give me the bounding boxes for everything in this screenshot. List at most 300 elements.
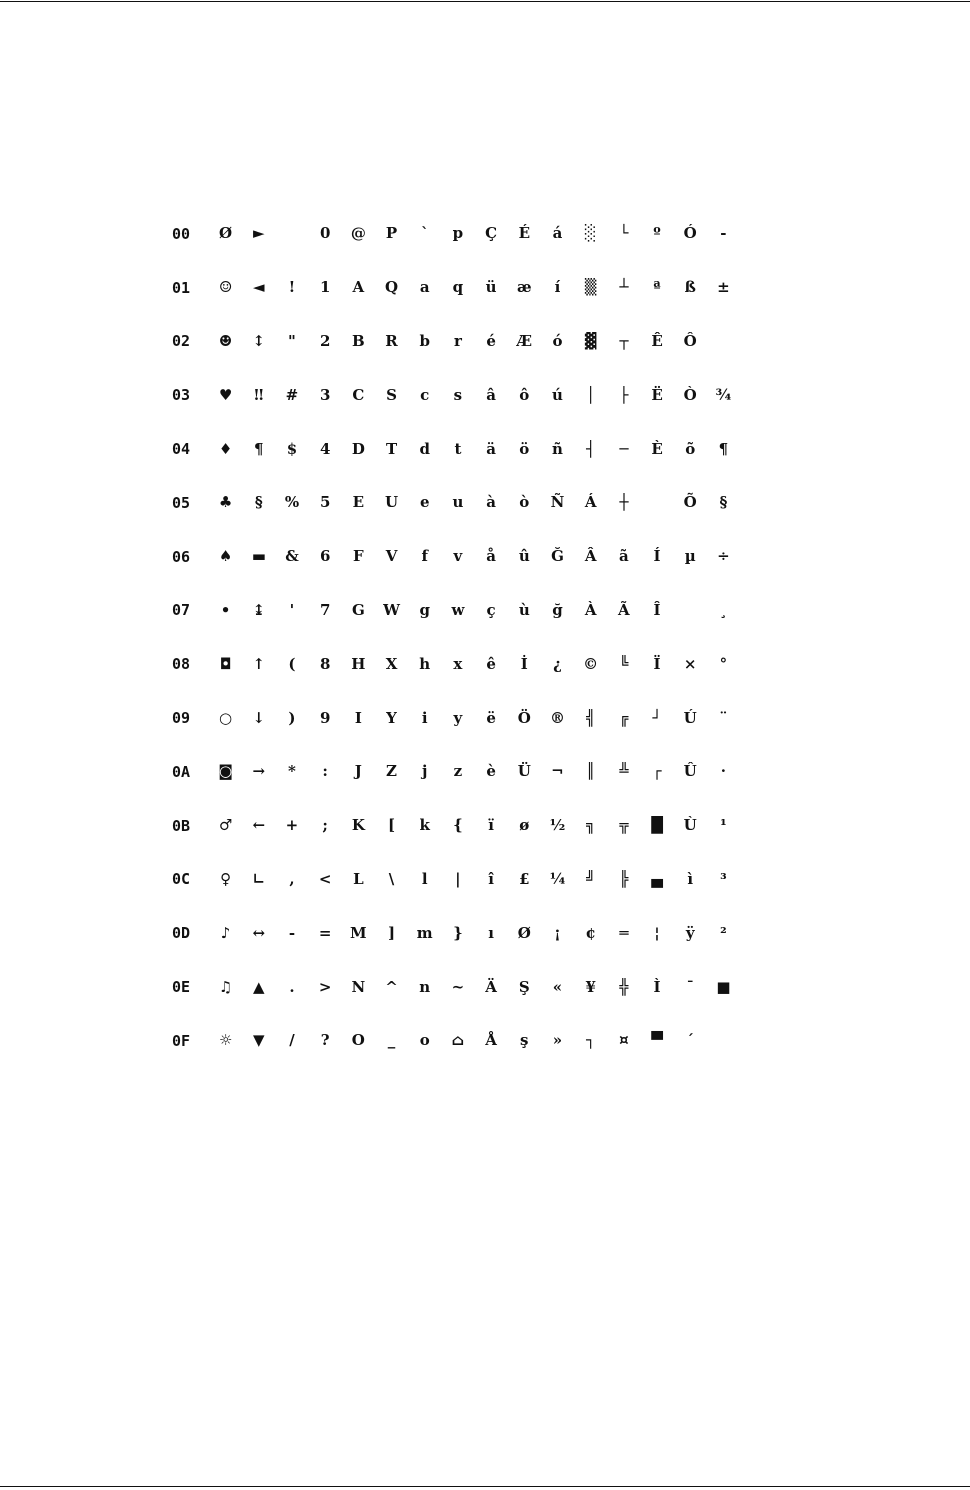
character-cell: G [351, 600, 365, 619]
character-cell: û [518, 547, 530, 566]
character-cell: ↨ [252, 600, 266, 619]
character-cell: s [453, 385, 463, 404]
character-cell: J [354, 762, 362, 781]
character-cell: æ [516, 278, 532, 297]
character-cell: ♂ [218, 816, 233, 835]
character-cell: ® [549, 708, 565, 727]
row-label: 08 [172, 655, 191, 674]
row-cells [209, 923, 740, 942]
character-cell: ¹ [720, 816, 727, 835]
character-cell: Ö [517, 708, 531, 727]
character-cell: Í [653, 547, 661, 566]
character-cell: Å [485, 1031, 497, 1050]
character-cell: ş [520, 1031, 529, 1050]
character-cell: ○ [219, 708, 233, 727]
row-label: 05 [172, 493, 191, 512]
character-cell: ÷ [717, 547, 730, 566]
character-cell: k [419, 816, 430, 835]
character-cell: L [353, 869, 364, 888]
character-cell: 4 [319, 439, 331, 458]
character-cell: ¶ [254, 439, 264, 458]
character-cell: ↑ [252, 654, 266, 673]
character-cell: a [419, 278, 430, 297]
character-cell: ├ [619, 385, 629, 404]
character-cell: 3 [319, 385, 331, 404]
character-cell: ô [519, 385, 530, 404]
character-cell: , [289, 869, 295, 888]
character-cell: ³ [720, 869, 727, 888]
character-cell: ¿ [553, 654, 562, 673]
table-row [170, 368, 740, 422]
character-cell: ╦ [619, 816, 629, 835]
character-cell: § [254, 493, 263, 512]
character-cell: ↓ [252, 708, 266, 727]
character-cell: Z [386, 762, 397, 781]
character-cell: ┐ [586, 1031, 596, 1050]
character-cell: z [453, 762, 463, 781]
character-cell: q [452, 278, 464, 297]
character-cell: ♥ [218, 385, 233, 404]
character-cell: W [383, 600, 400, 619]
character-cell: ä [486, 439, 496, 458]
character-cell: < [318, 869, 332, 888]
character-cell: â [486, 385, 496, 404]
character-cell: ☺ [218, 278, 233, 297]
character-cell: h [419, 654, 431, 673]
row-label: 00 [172, 224, 191, 243]
character-cell: ┼ [619, 493, 629, 512]
character-cell: X [385, 654, 398, 673]
character-cell: ; [322, 816, 328, 835]
character-cell: 5 [319, 493, 331, 512]
character-cell: ¡ [554, 923, 561, 942]
character-cell: ┴ [619, 278, 629, 297]
character-cell: é [486, 331, 496, 350]
character-cell: ú [552, 385, 563, 404]
character-cell: & [285, 547, 299, 566]
table-row [170, 799, 740, 853]
row-cells [209, 495, 740, 510]
character-cell: Ã [618, 600, 630, 619]
character-cell: [ [387, 816, 396, 835]
character-cell: d [419, 439, 430, 458]
row-cells [209, 549, 740, 564]
row-cells [209, 977, 740, 996]
character-cell: └ [619, 224, 629, 243]
character-cell: ¥ [585, 977, 596, 996]
character-cell: ♣ [218, 493, 233, 512]
character-cell: K [351, 816, 365, 835]
character-cell: Y [386, 708, 397, 727]
table-row [170, 1014, 740, 1068]
character-cell: ' [289, 600, 295, 619]
character-cell: ♀ [220, 869, 232, 888]
character-cell: £ [519, 869, 530, 888]
character-cell: y [453, 708, 463, 727]
character-cell: 0 [319, 224, 331, 243]
character-cell: Ù [683, 816, 697, 835]
character-cell: Ñ [550, 493, 565, 512]
character-cell: A [352, 278, 365, 297]
character-cell: ┌ [652, 762, 662, 781]
row-cells [209, 226, 740, 241]
row-label: 0F [172, 1031, 191, 1050]
table-row [170, 745, 740, 799]
character-cell: ☻ [218, 331, 233, 350]
character-cell: ? [320, 1031, 330, 1050]
character-cell: Ô [683, 331, 697, 350]
character-cell: T [385, 439, 398, 458]
character-cell: Ş [518, 977, 530, 996]
character-cell: Ø [517, 923, 531, 942]
character-cell: ğ [552, 600, 563, 619]
character-cell: É [518, 224, 530, 243]
character-cell: - [288, 923, 296, 942]
character-cell: ½ [549, 816, 566, 835]
table-row [170, 261, 740, 315]
character-cell: 2 [319, 331, 331, 350]
row-cells [209, 654, 740, 673]
character-cell: ¸ [719, 600, 728, 619]
character-cell: g [419, 600, 430, 619]
character-cell: ■ [716, 977, 731, 996]
character-cell: █ [651, 816, 663, 835]
character-cell: V [385, 547, 398, 566]
character-cell: ╬ [619, 977, 629, 996]
character-cell: / [289, 1031, 295, 1050]
character-cell: ê [486, 654, 496, 673]
character-cell: î [488, 869, 494, 888]
row-cells [209, 439, 740, 458]
character-cell: ∟ [252, 869, 266, 888]
character-cell: ┬ [619, 331, 629, 350]
table-row [170, 207, 740, 261]
character-cell: ´ [686, 1031, 694, 1050]
character-cell: ¢ [585, 923, 596, 942]
character-cell: ┤ [586, 439, 596, 458]
character-cell: Á [584, 493, 597, 512]
character-cell: ² [720, 923, 727, 942]
character-cell: - [720, 224, 727, 243]
character-cell: ° [719, 654, 728, 673]
character-cell: º [653, 224, 661, 243]
character-cell: Ğ [551, 547, 564, 566]
character-cell: ¼ [549, 869, 566, 888]
table-row [170, 637, 740, 691]
character-cell: ▒ [584, 278, 597, 297]
character-cell: « [552, 977, 563, 996]
character-cell: ß [684, 278, 696, 297]
bottom-rule [0, 1486, 970, 1487]
character-cell: ` [420, 224, 429, 243]
table-row [170, 422, 740, 476]
character-cell: ░ [584, 224, 597, 243]
character-cell: # [285, 385, 299, 404]
character-cell: ◘ [219, 654, 232, 673]
character-cell: ù [518, 600, 530, 619]
character-cell: · [720, 762, 727, 781]
character-cell: ↕ [252, 331, 266, 350]
character-cell: Õ [683, 493, 697, 512]
top-rule [0, 1, 970, 2]
character-cell: ± [717, 278, 730, 297]
character-cell: ) [288, 708, 296, 727]
character-cell: ! [288, 278, 296, 297]
character-cell: u [452, 493, 464, 512]
character-cell: ╠ [619, 869, 629, 888]
character-cell: Ê [651, 331, 663, 350]
character-cell: ▓ [584, 331, 597, 350]
row-label: 07 [172, 601, 191, 620]
character-cell: è [486, 762, 496, 781]
row-cells [209, 708, 740, 727]
character-cell: ║ [586, 762, 596, 781]
table-row [170, 315, 740, 369]
character-cell: å [486, 547, 496, 566]
character-cell: n [419, 977, 431, 996]
row-label: 03 [172, 386, 191, 405]
character-cell [640, 495, 673, 510]
character-cell: + [285, 816, 299, 835]
character-cell: Æ [516, 331, 533, 350]
character-cell [275, 226, 308, 241]
row-cells [209, 385, 740, 404]
character-cell [707, 1033, 740, 1048]
character-cell: _ [387, 1031, 396, 1050]
character-cell: ¬ [551, 762, 564, 781]
character-cell: ì [687, 869, 694, 888]
character-cell: R [385, 331, 398, 350]
character-cell: ▀ [651, 1031, 663, 1050]
character-cell: x [453, 654, 463, 673]
character-cell: ☼ [218, 1031, 233, 1050]
character-cell: İ [520, 654, 528, 673]
character-cell: ñ [552, 439, 563, 458]
character-cell: } [453, 923, 463, 942]
character-cell: o [419, 1031, 430, 1050]
character-cell: @ [350, 224, 366, 243]
row-label: 0C [172, 870, 191, 889]
character-cell: Q [384, 278, 399, 297]
character-cell: ▼ [253, 1031, 265, 1050]
character-cell: õ [685, 439, 696, 458]
row-label: 02 [172, 332, 191, 351]
table-row [170, 853, 740, 907]
row-cells [209, 869, 740, 888]
character-cell: " [288, 331, 296, 350]
row-label: 09 [172, 709, 191, 728]
character-cell: ─ [619, 439, 629, 458]
character-cell: ╝ [586, 869, 596, 888]
character-cell: B [352, 331, 365, 350]
character-cell: t [454, 439, 462, 458]
character-cell: ï [488, 816, 494, 835]
character-cell: À [584, 600, 597, 619]
character-cell: I [354, 708, 362, 727]
character-cell: ▄ [651, 869, 663, 888]
character-cell: ] [387, 923, 396, 942]
character-cell: Ç [485, 224, 498, 243]
row-label: 06 [172, 547, 191, 566]
character-cell: ← [252, 816, 266, 835]
character-cell: ♪ [220, 923, 231, 942]
character-cell: E [352, 493, 365, 512]
character-cell: M [350, 923, 367, 942]
character-cell: ◄ [253, 278, 265, 297]
character-cell: 7 [319, 600, 331, 619]
character-cell: D [351, 439, 365, 458]
character-cell: e [419, 493, 430, 512]
character-cell: l [421, 869, 428, 888]
character-cell: ë [486, 708, 496, 727]
character-cell: ( [288, 654, 296, 673]
character-cell: = [318, 923, 332, 942]
row-label: 01 [172, 278, 191, 297]
character-cell: ♦ [218, 439, 233, 458]
row-cells [209, 1033, 740, 1048]
character-cell: í [554, 278, 561, 297]
character-cell: ♠ [218, 547, 233, 566]
row-cells [209, 818, 740, 833]
character-cell: . [289, 977, 295, 996]
character-cell: ¯ [686, 977, 694, 996]
character-cell: ç [486, 600, 496, 619]
character-cell: ~ [451, 977, 465, 996]
character-cell: ı [488, 923, 494, 942]
table-row [170, 584, 740, 638]
character-cell: Ë [651, 385, 663, 404]
character-cell: ⌂ [451, 1031, 465, 1050]
character-cell: { [453, 816, 463, 835]
character-cell: ü [485, 278, 497, 297]
character-cell: © [583, 654, 599, 673]
character-cell: b [419, 331, 430, 350]
character-cell: Ì [653, 977, 661, 996]
character-cell: Ò [683, 385, 697, 404]
character-cell: F [353, 547, 364, 566]
character-cell: i [421, 708, 428, 727]
row-label: 0B [172, 816, 191, 835]
character-cell: ¨ [719, 708, 728, 727]
character-cell: ¾ [715, 385, 732, 404]
character-cell: j [422, 762, 428, 781]
character-cell: P [385, 224, 398, 243]
character-cell: U [384, 493, 399, 512]
character-cell: H [351, 654, 366, 673]
table-row [170, 960, 740, 1014]
character-cell [707, 334, 740, 349]
character-cell: Ä [485, 977, 497, 996]
character-cell: 6 [319, 547, 331, 566]
row-label: 0E [172, 978, 191, 997]
character-cell: c [420, 385, 430, 404]
character-code-table [170, 207, 740, 1068]
character-cell: ╚ [619, 654, 629, 673]
row-label: 04 [172, 440, 191, 459]
character-cell: µ [684, 547, 696, 566]
character-cell: ► [253, 224, 265, 243]
character-cell: § [719, 493, 728, 512]
row-label: 0D [172, 924, 191, 943]
character-cell: ╩ [619, 762, 629, 781]
row-label: 0A [172, 762, 191, 781]
character-cell: S [386, 385, 397, 404]
character-cell: → [252, 762, 266, 781]
character-cell: ♫ [218, 977, 233, 996]
character-cell: ╣ [586, 708, 596, 727]
table-row [170, 476, 740, 530]
character-cell: ÿ [685, 923, 695, 942]
table-row [170, 906, 740, 960]
character-cell: 8 [319, 654, 331, 673]
character-cell: r [453, 331, 462, 350]
character-cell: ¦ [654, 923, 660, 942]
character-cell: Î [653, 600, 661, 619]
character-cell: • [220, 600, 231, 619]
character-cell: w [451, 600, 465, 619]
character-cell: ↔ [252, 923, 266, 942]
character-cell: ¤ [619, 1031, 629, 1050]
character-cell: á [552, 224, 563, 243]
row-cells [209, 764, 740, 779]
character-cell: ã [618, 547, 629, 566]
table-row [170, 691, 740, 745]
row-cells [209, 600, 740, 619]
character-cell: Ú [683, 708, 697, 727]
character-cell: Û [683, 762, 697, 781]
character-cell: | [455, 869, 461, 888]
character-cell: * [288, 762, 296, 781]
character-cell: > [318, 977, 332, 996]
character-cell: ◙ [218, 762, 233, 781]
character-cell: Ü [517, 762, 531, 781]
character-cell: ^ [385, 977, 398, 996]
character-cell: $ [286, 439, 298, 458]
character-cell: p [452, 224, 464, 243]
character-cell: 1 [319, 278, 331, 297]
character-cell: ø [519, 816, 530, 835]
table-row [170, 530, 740, 584]
character-cell: N [351, 977, 366, 996]
character-cell: 9 [319, 708, 331, 727]
character-cell: Ó [683, 224, 697, 243]
character-cell: ‼ [254, 385, 264, 404]
character-cell: O [351, 1031, 365, 1050]
row-cells [209, 280, 740, 295]
character-cell: Â [584, 547, 597, 566]
character-cell: v [453, 547, 463, 566]
character-cell: ò [519, 493, 530, 512]
character-cell: È [651, 439, 663, 458]
character-cell: \ [388, 869, 395, 888]
character-cell: à [486, 493, 496, 512]
character-cell: Ø [219, 224, 233, 243]
character-cell: ª [653, 278, 661, 297]
character-cell: C [352, 385, 365, 404]
character-cell: ╗ [586, 816, 596, 835]
character-cell: f [421, 547, 428, 566]
character-cell: % [284, 493, 300, 512]
character-cell: ┘ [652, 708, 662, 727]
character-cell: ö [519, 439, 530, 458]
character-cell: │ [586, 385, 596, 404]
character-cell: : [322, 762, 328, 781]
character-cell: » [552, 1031, 563, 1050]
character-cell: ▲ [253, 977, 265, 996]
character-cell [674, 603, 707, 618]
character-cell: × [683, 654, 697, 673]
row-cells [209, 331, 740, 350]
